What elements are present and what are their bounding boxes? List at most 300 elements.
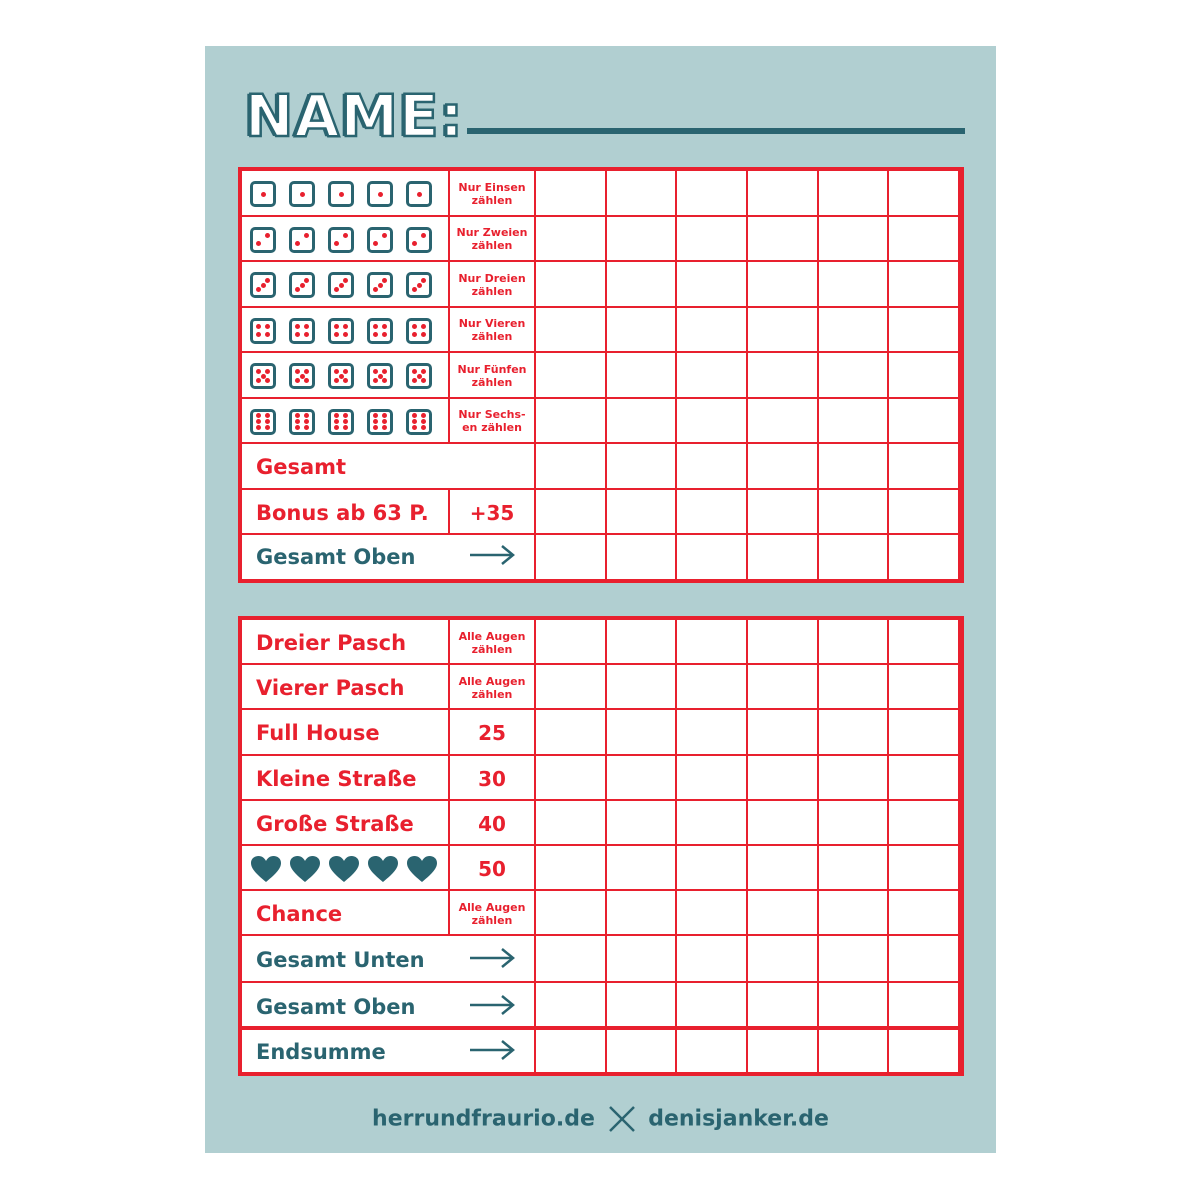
lower-row-label: Kleine Straße [256,766,417,791]
die-6-icon [367,409,393,435]
pip [256,324,261,329]
pip [382,425,387,430]
lower-row-3-score-cell[interactable] [819,710,890,755]
row-note: Nur Vieren zählen [458,317,526,344]
gesamt-unten-label: Gesamt Unten [256,948,425,973]
pip [265,233,270,238]
pip [265,278,270,283]
upper-row-2-score-cell[interactable] [677,217,748,263]
pip [373,332,378,337]
lower-row-2-score-cell[interactable] [889,665,960,710]
pip [378,283,383,288]
heart-icon [328,855,360,883]
lower-row-5-score-cell[interactable] [748,801,819,846]
die-1-icon [367,181,393,207]
pip [256,241,261,246]
pip [343,369,348,374]
lower-row-6-score-cell[interactable] [536,846,607,891]
lower-label-cell [242,756,450,801]
pip [304,419,309,424]
pip [421,324,426,329]
die-3-icon [289,272,315,298]
die-2-icon [328,227,354,253]
die-5-icon [367,363,393,389]
gesamt-score-cell[interactable] [748,444,819,490]
pip [412,419,417,424]
footer-right-link[interactable]: denisjanker.de [648,1106,829,1132]
lower-row-value: 30 [478,766,506,791]
note-cell [450,171,536,217]
lower-row-5-score-cell[interactable] [819,801,890,846]
pip [256,378,261,383]
bonus-score-cell[interactable] [889,490,960,536]
lower-row-3-score-cell[interactable] [536,710,607,755]
pip [382,332,387,337]
heart-icon [367,855,399,883]
upper-section [238,167,964,583]
pip [265,413,270,418]
gesamt-oben-score-cell[interactable] [607,535,678,583]
upper-row-3-score-cell[interactable] [748,262,819,308]
gesamt-oben-score-cell[interactable] [889,535,960,583]
bonus-label: Bonus ab 63 P. [256,500,429,525]
die-1-icon [328,181,354,207]
gesamt-score-cell[interactable] [889,444,960,490]
lower-label-cell [242,801,450,846]
upper-row-5-score-cell[interactable] [819,353,890,399]
pip [412,369,417,374]
pip [295,378,300,383]
lower-gesamt-oben-score-cell[interactable] [889,983,960,1030]
row-note: Nur Einsen zählen [458,180,526,207]
lower-row-4-score-cell[interactable] [607,756,678,801]
lower-section [238,616,964,1076]
lower-value-cell [450,665,536,710]
lower-gesamt-oben-score-cell[interactable] [536,983,607,1030]
pip [304,369,309,374]
gesamt-oben-score-cell[interactable] [536,535,607,583]
arrow-right-icon [468,993,516,1017]
arrow-right-icon [468,543,516,567]
upper-row-1-score-cell[interactable] [536,171,607,217]
lower-row-4-score-cell[interactable] [819,756,890,801]
upper-row-6-score-cell[interactable] [748,399,819,445]
pip [295,369,300,374]
endsumme-label: Endsumme [256,1040,386,1065]
upper-row-6-score-cell[interactable] [819,399,890,445]
scorecard [205,46,996,1153]
lower-value-cell [450,756,536,801]
lower-value-cell [450,801,536,846]
pip [256,413,261,418]
die-5-icon [328,363,354,389]
row-note: Nur Sechs-en zählen [458,408,526,435]
bonus-cell [242,490,450,536]
lower-row-7-score-cell[interactable] [677,891,748,936]
upper-row-2-score-cell[interactable] [889,217,960,263]
die-5-icon [406,363,432,389]
lower-row-3-score-cell[interactable] [889,710,960,755]
note-cell [450,353,536,399]
gesamt-unten-cell [242,936,536,983]
pip [265,324,270,329]
upper-row-2-score-cell[interactable] [819,217,890,263]
gesamt-label: Gesamt [256,455,347,479]
gesamt-unten-score-cell[interactable] [536,936,607,983]
pip [334,332,339,337]
lower-row-label: Große Straße [256,811,414,836]
pip [261,192,266,197]
pip [382,233,387,238]
gesamt-oben-score-cell[interactable] [748,535,819,583]
die-2-icon [250,227,276,253]
pip [265,425,270,430]
lower-row-7-score-cell[interactable] [889,891,960,936]
die-3-icon [367,272,393,298]
die-4-icon [367,318,393,344]
lower-label-cell [242,846,450,891]
lower-value-cell [450,710,536,755]
pip [373,425,378,430]
pip [373,378,378,383]
pip [304,233,309,238]
gesamt-oben-label: Gesamt Oben [256,545,416,569]
pip [295,241,300,246]
die-3-icon [406,272,432,298]
die-6-icon [250,409,276,435]
die-3-icon [328,272,354,298]
pip [343,278,348,283]
upper-row-6-score-cell[interactable] [607,399,678,445]
die-4-icon [328,318,354,344]
heart-icon [406,855,438,883]
lower-value-cell [450,891,536,936]
upper-row-4-score-cell[interactable] [748,308,819,354]
endsumme-score-cell[interactable] [536,1030,607,1076]
lower-gesamt-oben-score-cell[interactable] [607,983,678,1030]
pip [421,425,426,430]
lower-row-4-score-cell[interactable] [748,756,819,801]
die-2-icon [289,227,315,253]
gesamt-unten-score-cell[interactable] [748,936,819,983]
pip [265,369,270,374]
pip [295,287,300,292]
upper-row-5-score-cell[interactable] [889,353,960,399]
lower-row-2-score-cell[interactable] [607,665,678,710]
pip [373,413,378,418]
lower-row-1-score-cell[interactable] [536,620,607,665]
lower-row-5-score-cell[interactable] [607,801,678,846]
lower-row-6-score-cell[interactable] [607,846,678,891]
pip [334,419,339,424]
lower-gesamt-oben-score-cell[interactable] [677,983,748,1030]
pip [343,378,348,383]
lower-row-7-score-cell[interactable] [607,891,678,936]
gesamt-score-cell[interactable] [536,444,607,490]
die-3-icon [250,272,276,298]
pip [412,324,417,329]
pip [334,425,339,430]
gesamt-score-cell[interactable] [677,444,748,490]
lower-row-1-score-cell[interactable] [677,620,748,665]
gesamt-unten-score-cell[interactable] [819,936,890,983]
lower-row-5-score-cell[interactable] [536,801,607,846]
lower-row-1-score-cell[interactable] [607,620,678,665]
upper-row-5-score-cell[interactable] [748,353,819,399]
endsumme-score-cell[interactable] [607,1030,678,1076]
pip [295,419,300,424]
lower-row-7-score-cell[interactable] [536,891,607,936]
note-cell [450,399,536,445]
pip [382,419,387,424]
lower-row-value: 50 [478,857,506,881]
lower-gesamt-oben-label: Gesamt Oben [256,995,416,1020]
pip [304,413,309,418]
pip [417,283,422,288]
pip [412,413,417,418]
upper-row-2-score-cell[interactable] [536,217,607,263]
upper-row-5-score-cell[interactable] [536,353,607,399]
pip [339,283,344,288]
gesamt-cell [242,444,536,490]
die-5-icon [289,363,315,389]
lower-row-1-score-cell[interactable] [748,620,819,665]
pip [373,369,378,374]
lower-row-2-score-cell[interactable] [748,665,819,710]
arrow-right-icon [468,946,516,970]
lower-row-label: Dreier Pasch [256,631,407,655]
lower-row-5-score-cell[interactable] [889,801,960,846]
pip [304,332,309,337]
bonus-score-cell[interactable] [607,490,678,536]
die-6-icon [328,409,354,435]
endsumme-score-cell[interactable] [748,1030,819,1076]
pip [421,278,426,283]
upper-row-4-score-cell[interactable] [889,308,960,354]
pip [373,287,378,292]
bonus-value: +35 [469,500,515,525]
lower-row-7-score-cell[interactable] [819,891,890,936]
pip [334,324,339,329]
die-4-icon [250,318,276,344]
lower-row-4-score-cell[interactable] [536,756,607,801]
lower-value-cell [450,846,536,891]
pip [378,192,383,197]
die-4-icon [406,318,432,344]
lower-row-value: Alle Augen zählen [458,674,526,701]
pip [343,419,348,424]
upper-row-4-score-cell[interactable] [607,308,678,354]
lower-row-value: Alle Augen zählen [458,900,526,927]
pip [300,283,305,288]
pip [373,419,378,424]
upper-row-6-score-cell[interactable] [889,399,960,445]
lower-row-6-score-cell[interactable] [819,846,890,891]
pip [343,413,348,418]
note-cell [450,262,536,308]
pip [343,324,348,329]
pip [382,378,387,383]
pip [412,425,417,430]
lower-row-6-score-cell[interactable] [889,846,960,891]
lower-row-7-score-cell[interactable] [748,891,819,936]
lower-row-value: Alle Augen zählen [458,629,526,656]
pip [334,369,339,374]
gesamt-unten-score-cell[interactable] [607,936,678,983]
gesamt-oben-cell [242,535,536,583]
upper-row-3-score-cell[interactable] [536,262,607,308]
die-2-icon [367,227,393,253]
lower-label-cell [242,665,450,710]
pip [421,378,426,383]
pip [412,287,417,292]
lower-gesamt-oben-score-cell[interactable] [748,983,819,1030]
upper-row-1-score-cell[interactable] [677,171,748,217]
pip [343,332,348,337]
upper-row-5-score-cell[interactable] [677,353,748,399]
endsumme-score-cell[interactable] [819,1030,890,1076]
footer [205,1104,996,1134]
bonus-value-cell [450,490,536,536]
pip [334,287,339,292]
pip [382,278,387,283]
die-6-icon [406,409,432,435]
lower-row-1-score-cell[interactable] [889,620,960,665]
pip [265,419,270,424]
upper-row-2-score-cell[interactable] [748,217,819,263]
upper-row-5-score-cell[interactable] [607,353,678,399]
arrow-right-icon [468,1038,516,1062]
lower-row-5-score-cell[interactable] [677,801,748,846]
pip [295,425,300,430]
pip [300,192,305,197]
pip [382,413,387,418]
lower-row-3-score-cell[interactable] [748,710,819,755]
name-line[interactable] [467,128,965,134]
lower-row-3-score-cell[interactable] [607,710,678,755]
pip [256,287,261,292]
lower-row-2-score-cell[interactable] [819,665,890,710]
lower-row-2-score-cell[interactable] [536,665,607,710]
pip [421,369,426,374]
gesamt-oben-score-cell[interactable] [677,535,748,583]
upper-row-1-score-cell[interactable] [607,171,678,217]
upper-row-4-score-cell[interactable] [677,308,748,354]
row-note: Nur Fünfen zählen [457,362,527,389]
footer-left-link[interactable]: herrundfraurio.de [372,1106,595,1132]
lower-gesamt-oben-score-cell[interactable] [819,983,890,1030]
lower-row-value: 25 [478,721,506,746]
lower-row-1-score-cell[interactable] [819,620,890,665]
lower-row-4-score-cell[interactable] [889,756,960,801]
row-note: Nur Dreien zählen [458,271,526,298]
upper-row-2-score-cell[interactable] [607,217,678,263]
pip [339,192,344,197]
pip [304,425,309,430]
upper-row-1-score-cell[interactable] [748,171,819,217]
upper-row-3-score-cell[interactable] [677,262,748,308]
gesamt-score-cell[interactable] [607,444,678,490]
pip [256,425,261,430]
gesamt-unten-score-cell[interactable] [677,936,748,983]
heart-icon [250,855,282,883]
upper-row-6-score-cell[interactable] [536,399,607,445]
pip [295,413,300,418]
pip [412,378,417,383]
lower-label-cell [242,891,450,936]
die-6-icon [289,409,315,435]
pip [412,332,417,337]
upper-row-3-score-cell[interactable] [819,262,890,308]
cross-icon [607,1104,637,1134]
pip [256,419,261,424]
gesamt-oben-score-cell[interactable] [819,535,890,583]
upper-row-4-score-cell[interactable] [819,308,890,354]
pip [421,419,426,424]
pip [334,378,339,383]
note-cell [450,217,536,263]
upper-row-4-score-cell[interactable] [536,308,607,354]
bonus-score-cell[interactable] [677,490,748,536]
pip [304,378,309,383]
pip [304,278,309,283]
pip [382,324,387,329]
pip [421,413,426,418]
lower-row-4-score-cell[interactable] [677,756,748,801]
upper-row-3-score-cell[interactable] [889,262,960,308]
endsumme-score-cell[interactable] [889,1030,960,1076]
pip [256,369,261,374]
pip [373,241,378,246]
bonus-score-cell[interactable] [536,490,607,536]
lower-row-2-score-cell[interactable] [677,665,748,710]
die-4-icon [289,318,315,344]
lower-row-value: 40 [478,811,506,836]
lower-label-cell [242,620,450,665]
die-5-icon [250,363,276,389]
upper-row-1-score-cell[interactable] [889,171,960,217]
lower-value-cell [450,620,536,665]
upper-row-1-score-cell[interactable] [819,171,890,217]
lower-row-6-score-cell[interactable] [677,846,748,891]
bonus-score-cell[interactable] [748,490,819,536]
row-note: Nur Zweien zählen [456,226,528,253]
gesamt-unten-score-cell[interactable] [889,936,960,983]
pip [334,241,339,246]
pip [373,324,378,329]
pip [412,241,417,246]
gesamt-score-cell[interactable] [819,444,890,490]
pip [256,332,261,337]
lower-row-label: Full House [256,721,380,746]
pip [421,332,426,337]
pip [265,332,270,337]
endsumme-score-cell[interactable] [677,1030,748,1076]
upper-row-3-score-cell[interactable] [607,262,678,308]
name-title: NAME: [245,82,464,150]
pip [343,233,348,238]
die-1-icon [250,181,276,207]
pip [295,324,300,329]
pip [417,192,422,197]
lower-row-3-score-cell[interactable] [677,710,748,755]
pip [295,332,300,337]
lower-row-6-score-cell[interactable] [748,846,819,891]
bonus-score-cell[interactable] [819,490,890,536]
endsumme-cell [242,1030,536,1076]
pip [334,413,339,418]
upper-row-6-score-cell[interactable] [677,399,748,445]
